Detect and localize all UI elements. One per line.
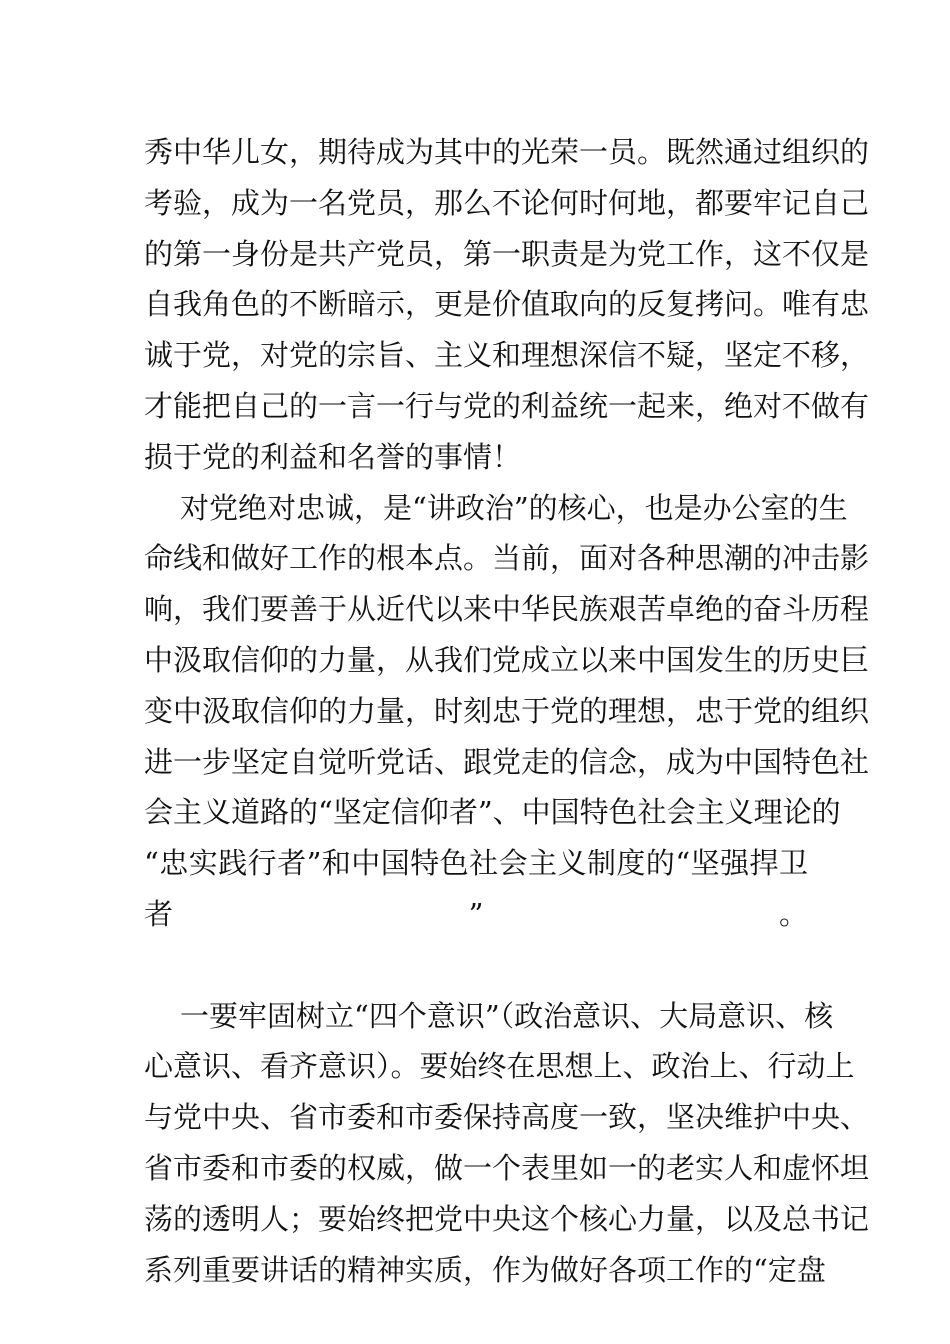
text-line: 响，我们要善于从近代以来中华民族艰苦卓绝的奋斗历程 bbox=[144, 592, 870, 627]
text-line: 心意识、看齐意识）。要始终在思想上、政治上、行动上 bbox=[144, 1049, 855, 1084]
paragraph bbox=[144, 483, 870, 991]
text-line: 考验，成为一名党员，那么不论何时何地，都要牢记自己 bbox=[144, 185, 870, 220]
text-line: 对党绝对忠诚，是“讲政治”的核心，也是办公室的生 bbox=[180, 490, 848, 525]
text-line: 变中汲取信仰的力量，时刻忠于党的理想，忠于党的组织 bbox=[144, 693, 870, 728]
document-body bbox=[144, 127, 870, 1295]
text-line: 命线和做好工作的根本点。当前，面对各种思潮的冲击影 bbox=[144, 541, 870, 576]
text-line: 省市委和市委的权威，做一个表里如一的老实人和虚怀坦 bbox=[144, 1150, 870, 1185]
text-line: 荡的透明人；要始终把党中央这个核心力量，以及总书记 bbox=[144, 1201, 870, 1236]
text-line: 的第一身份是共产党员，第一职责是为党工作，这不仅是 bbox=[144, 236, 870, 271]
text-line: 自我角色的不断暗示，更是价值取向的反复拷问。唯有忠 bbox=[144, 287, 870, 322]
text-line: 中汲取信仰的力量，从我们党成立以来中国发生的历史巨 bbox=[144, 642, 870, 677]
text-line bbox=[144, 940, 808, 991]
text-line: 者”。 bbox=[144, 896, 808, 931]
text-line: 一要牢固树立“四个意识”（政治意识、大局意识、核 bbox=[180, 998, 834, 1033]
text-line: “忠实践行者”和中国特色社会主义制度的“坚强捍卫 bbox=[144, 846, 808, 881]
text-line: 会主义道路的“坚定信仰者”、中国特色社会主义理论的 bbox=[144, 795, 841, 830]
paragraph bbox=[144, 991, 870, 1296]
text-line: 与党中央、省市委和市委保持高度一致，坚决维护中央、 bbox=[144, 1100, 870, 1135]
text-line: 秀中华儿女，期待成为其中的光荣一员。既然通过组织的 bbox=[144, 135, 870, 169]
text-line: 进一步坚定自觉听党话、跟党走的信念，成为中国特色社 bbox=[144, 744, 870, 779]
text-line: 系列重要讲话的精神实质，作为做好各项工作的“定盘 bbox=[144, 1252, 826, 1287]
paragraph bbox=[144, 127, 870, 483]
text-line: 损于党的利益和名誉的事情！ bbox=[144, 439, 522, 474]
text-line: 诚于党，对党的宗旨、主义和理想深信不疑，坚定不移， bbox=[144, 338, 870, 373]
text-line: 才能把自己的一言一行与党的利益统一起来，绝对不做有 bbox=[144, 388, 870, 423]
